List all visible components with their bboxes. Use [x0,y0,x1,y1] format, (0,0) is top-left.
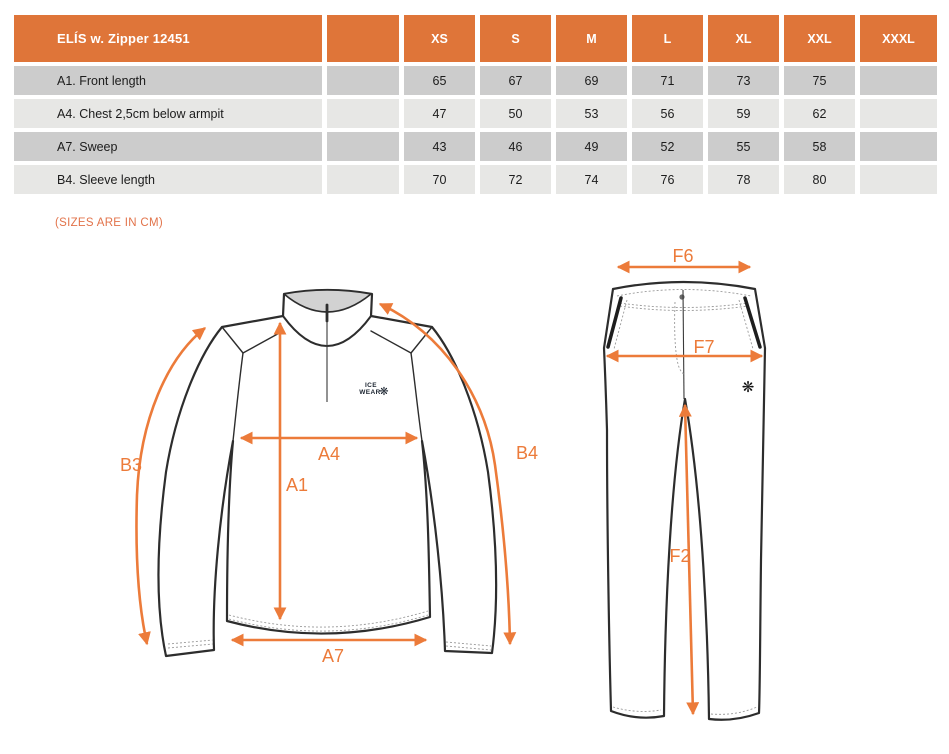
brand-snowflake-icon: ❋ [379,385,389,398]
measurement-value: 55 [708,132,779,161]
measurement-row-label: A4. Chest 2,5cm below armpit [14,99,322,128]
label-f6: F6 [672,246,694,266]
measurement-value: 49 [556,132,627,161]
measurement-value: 69 [556,66,627,95]
measurement-value: 74 [556,165,627,194]
waist-button [679,294,684,299]
measurement-value: 43 [404,132,475,161]
measurement-value: 58 [784,132,855,161]
measurement-value: 71 [632,66,703,95]
size-col-header-m: M [556,15,627,62]
size-col-header-s: S [480,15,551,62]
label-f7: F7 [693,337,715,357]
sweater-drawing [120,290,538,666]
pants-drawing [604,246,765,720]
size-col-header-xl: XL [708,15,779,62]
measurement-value: 59 [708,99,779,128]
label-b4: B4 [515,443,539,463]
measurement-value: 78 [708,165,779,194]
measurement-value: 73 [708,66,779,95]
pants-outline [604,282,765,720]
label-b3: B3 [119,455,143,475]
brand-logo-line1: ICE [364,382,378,389]
measurement-row-label: A1. Front length [14,66,322,95]
measurement-value: 46 [480,132,551,161]
label-a1: A1 [285,475,309,495]
measurement-value: 47 [404,99,475,128]
measurement-row-label: B4. Sleeve length [14,165,322,194]
pants-snowflake-icon: ❋ [741,378,755,396]
table-title: ELÍS w. Zipper 12451 [14,15,322,62]
measurement-value: 50 [480,99,551,128]
brand-logo-line2: WEAR [359,389,381,396]
measurement-value: 65 [404,66,475,95]
measurement-value: 56 [632,99,703,128]
measurement-value: 76 [632,165,703,194]
size-col-header-xxxl: XXXL [860,15,937,62]
measurement-value: 70 [404,165,475,194]
measurement-value: 52 [632,132,703,161]
measurement-value: 62 [784,99,855,128]
measurement-row-label: A7. Sweep [14,132,322,161]
size-col-header-xs: XS [404,15,475,62]
units-note: (SIZES ARE IN CM) [55,217,163,229]
label-a7: A7 [321,646,345,666]
measurement-value: 53 [556,99,627,128]
size-col-header-xxl: XXL [784,15,855,62]
measurement-value: 75 [784,66,855,95]
size-col-header-l: L [632,15,703,62]
measurement-value: 72 [480,165,551,194]
label-f2: F2 [669,546,691,566]
label-a4: A4 [317,444,341,464]
measurement-value: 80 [784,165,855,194]
measurement-value: 67 [480,66,551,95]
